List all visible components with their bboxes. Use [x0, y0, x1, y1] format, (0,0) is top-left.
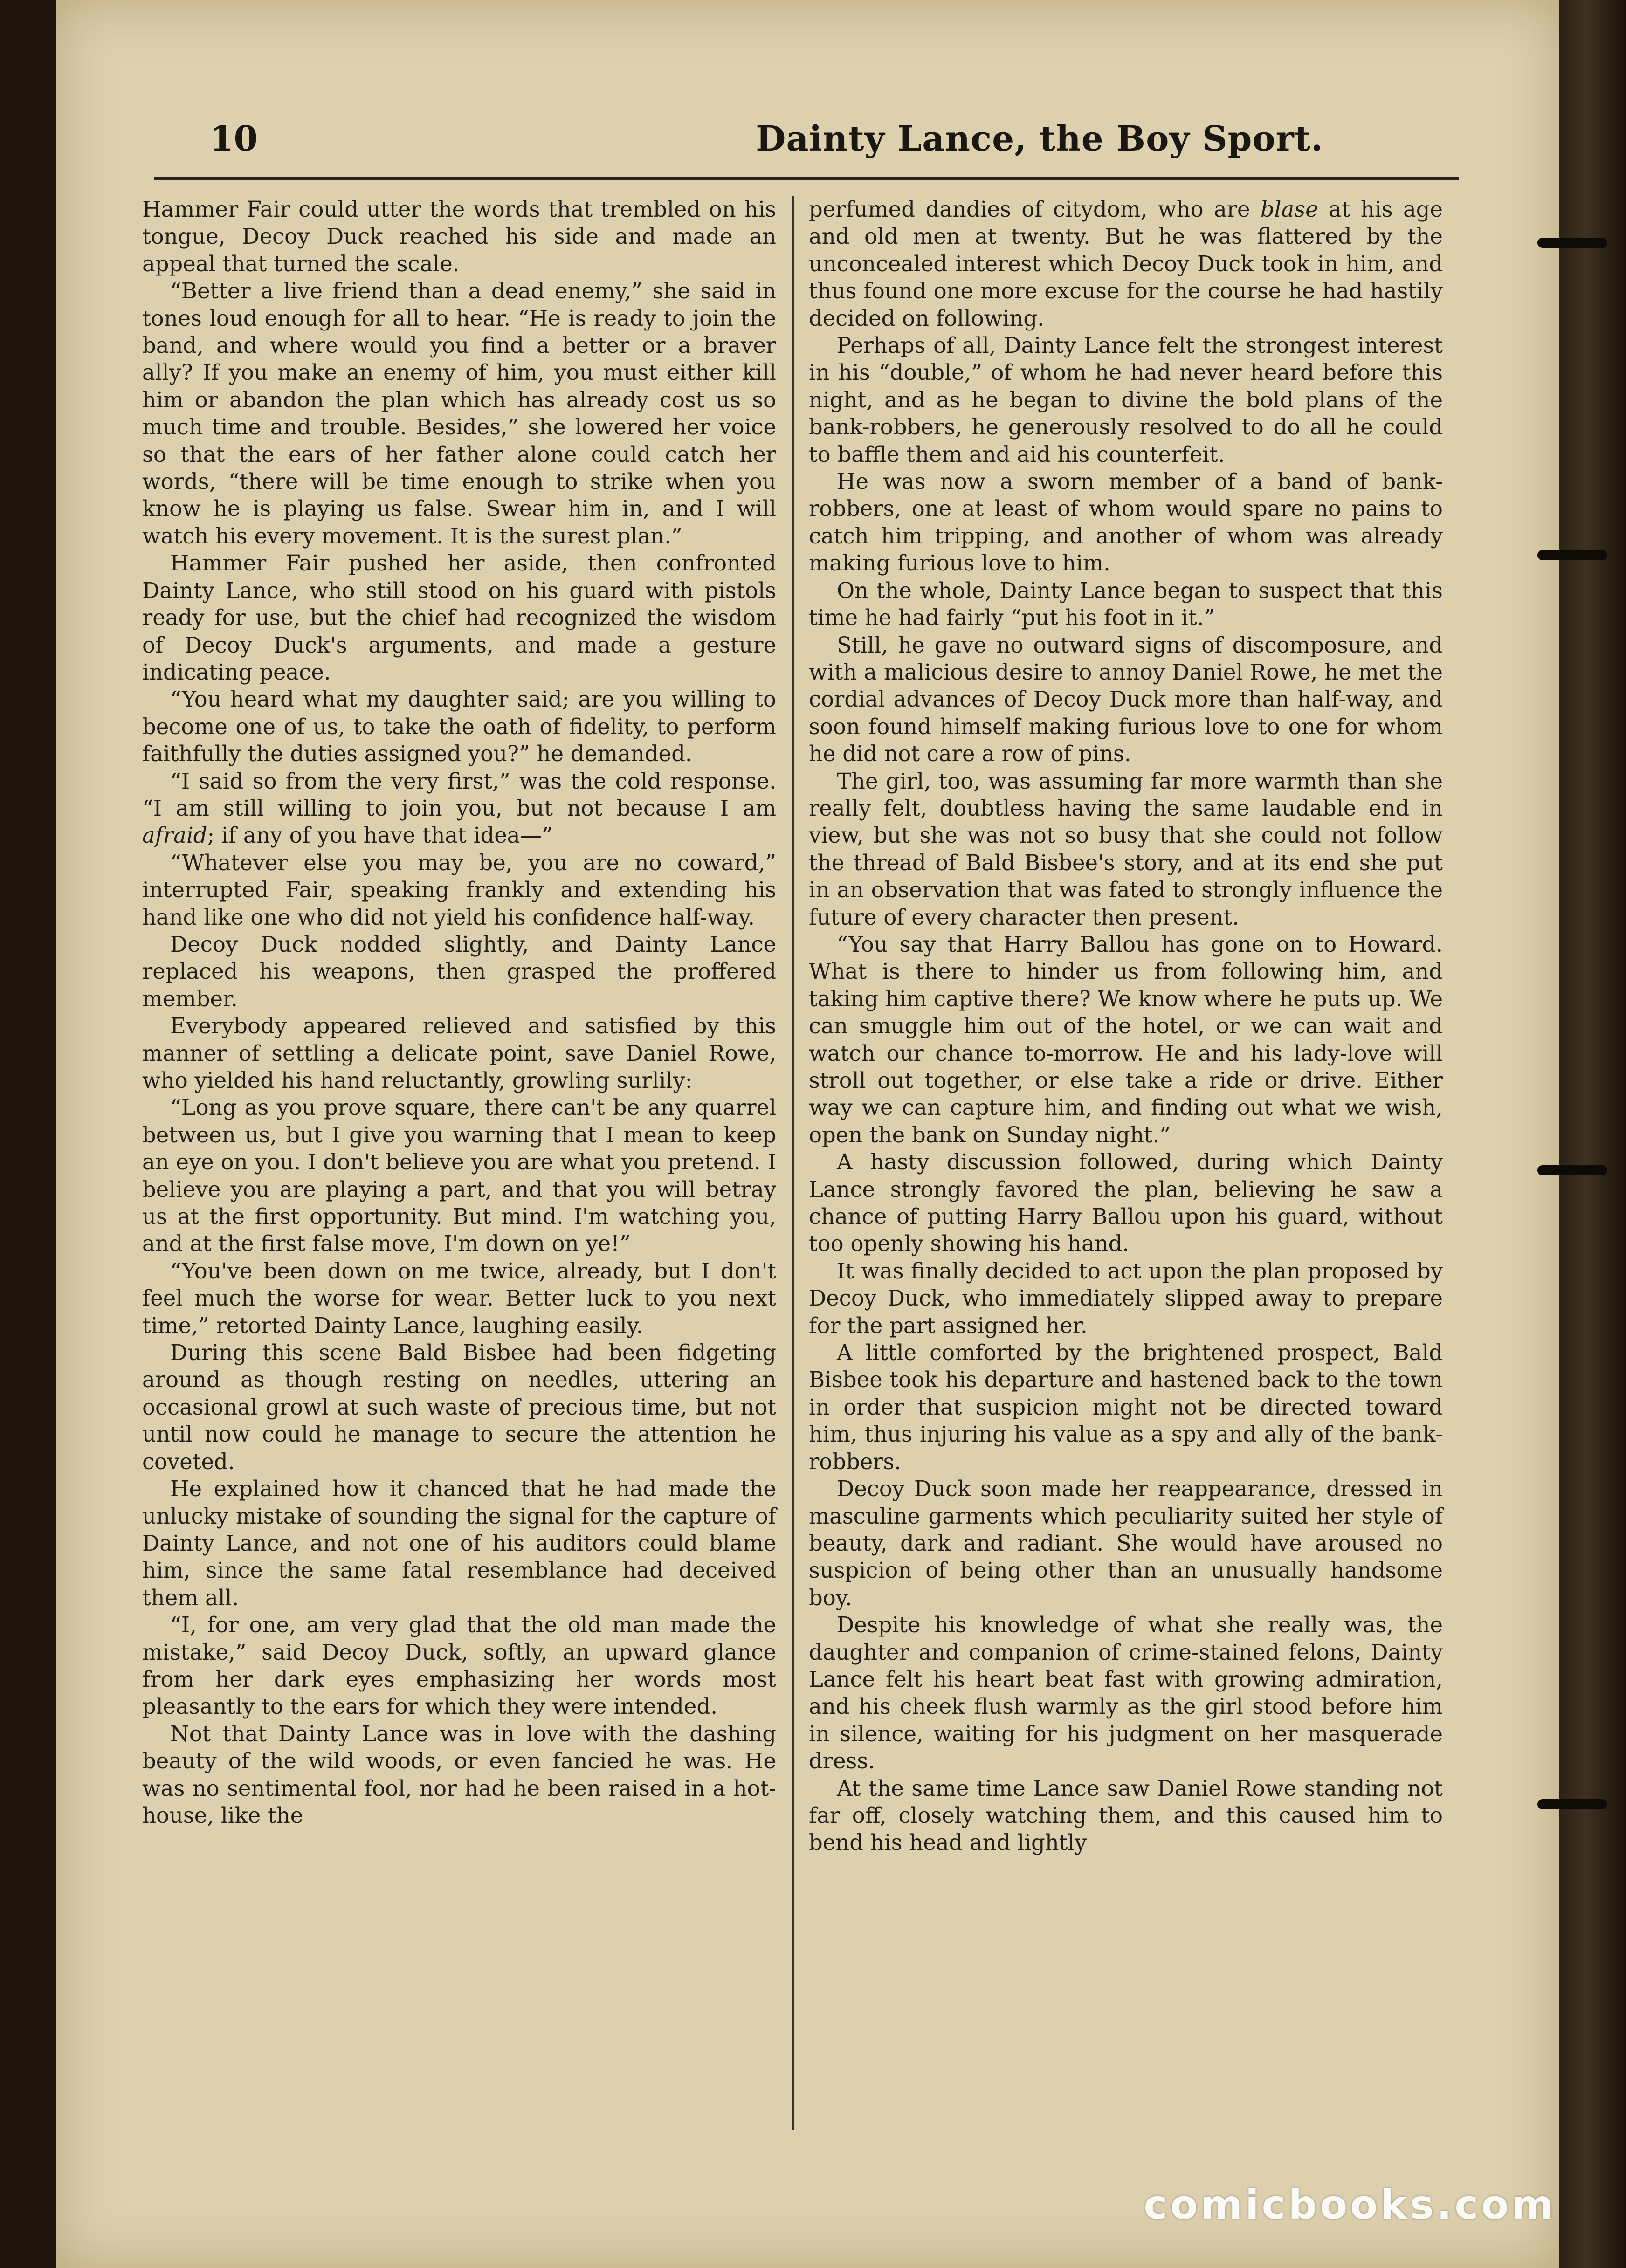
binding-stitch [1537, 1165, 1607, 1175]
left-column [142, 196, 776, 1829]
paragraph: “I, for one, am very glad that the old man made the mistake,” said Decoy Duck, softly, an upward glance from her dark eyes emphasizing her words most pleasantly to the ears for which they were intended. [142, 1612, 776, 1719]
running-title: Dainty Lance, the Boy Sport. [756, 119, 1323, 159]
paragraph: “You say that Harry Ballou has gone on to Howard. What is there to hinder us from following him, and taking him captive there? We know where he puts up. We can smuggle him out of the hotel, or we can wait and watch our chance to-morrow. He and his lady-love will stroll out together, or else take a ride or drive. Either way we can capture him, and finding out what we wish, open the bank on Sunday night.” [809, 931, 1443, 1148]
binding-edge [1559, 0, 1626, 2268]
paragraph: The girl, too, was assuming far more warmth than she really felt, doubtless having the same laudable end in view, but she was not so busy that she could not follow the thread of Bald Bisbee's story, and at its end she put in an observation that was fated to strongly influence the future of every character then present. [809, 768, 1443, 930]
paragraph: At the same time Lance saw Daniel Rowe standing not far off, closely watching them, and this caused him to bend his head and lightly [809, 1775, 1443, 1856]
paragraph: Perhaps of all, Dainty Lance felt the strongest interest in his “double,” of whom he had never heard before this night, and as he began to divine the bold plans of the bank-robbers, he generously resolved to do all he could to baffle them and aid his counterfeit. [809, 333, 1443, 467]
paragraph: Decoy Duck nodded slightly, and Dainty Lance replaced his weapons, then grasped the proffered member. [142, 931, 776, 1011]
paragraph: “I said so from the very first,” was the cold response. “I am still willing to join you, but not because I am afraid; if any of you have that idea—” [142, 768, 776, 848]
binding-stitch [1537, 550, 1607, 560]
paragraph: He was now a sworn member of a band of bank-robbers, one at least of whom would spare no pains to catch him tripping, and another of whom was already making furious love to him. [809, 469, 1443, 576]
header-rule [154, 177, 1459, 180]
paragraph: “Whatever else you may be, you are no coward,” interrupted Fair, speaking frankly and extending his hand like one who did not yield his confidence half-way. [142, 850, 776, 930]
paragraph: Not that Dainty Lance was in love with the dashing beauty of the wild woods, or even fancied he was. He was no sentimental fool, nor had he been raised in a hot-house, like the [142, 1721, 776, 1828]
paragraph: “Long as you prove square, there can't be any quarrel between us, but I give you warning that I mean to keep an eye on you. I don't believe you are what you pretend. I believe you are playing a part, and that you will betray us at the first opportunity. But mind. I'm watching you, and at the first false move, I'm down on ye!” [142, 1095, 776, 1257]
paragraph: Decoy Duck soon made her reappearance, dressed in masculine garments which peculiarity suited her style of beauty, dark and radiant. She would have aroused no suspicion of being other than an unusually handsome boy. [809, 1476, 1443, 1610]
italic-word: afraid [142, 823, 207, 848]
paragraph: Everybody appeared relieved and satisfied by this manner of settling a delicate point, save Daniel Rowe, who yielded his hand reluctantly, growling surlily: [142, 1013, 776, 1093]
paragraph: A little comforted by the brightened prospect, Bald Bisbee took his departure and hastened back to the town in order that suspicion might not be directed toward him, thus injuring his value as a spy and ally of the bank-robbers. [809, 1340, 1443, 1474]
italic-word: blase [1260, 197, 1318, 222]
paragraph: “You've been down on me twice, already, but I don't feel much the worse for wear. Better luck to you next time,” retorted Dainty Lance, laughing easily. [142, 1258, 776, 1338]
paragraph: On the whole, Dainty Lance began to suspect that this time he had fairly “put his foot in it.” [809, 577, 1443, 631]
paragraph: During this scene Bald Bisbee had been fidgeting around as though resting on needles, uttering an occasional growl at such waste of precious time, but not until now could he manage to secure the attention he coveted. [142, 1340, 776, 1474]
paragraph: “Better a live friend than a dead enemy,” she said in tones loud enough for all to hear. “He is ready to join the band, and where would you find a better or a braver ally? If you make an enemy of him, you must either kill him or abandon the plan which has already cost us so much time and trouble. Besides,” she lowered her voice so that the ears of her father alone could catch her words, “there will be time enough to strike when you know he is playing us false. Swear him in, and I will watch his every movement. It is the surest plan.” [142, 278, 776, 549]
paragraph: perfumed dandies of citydom, who are blase at his age and old men at twenty. But he was flattered by the unconcealed interest which Decoy Duck took in him, and thus found one more excuse for the course he had hastily decided on following. [809, 197, 1443, 331]
binding-stitch [1537, 1799, 1607, 1809]
paragraph: A hasty discussion followed, during which Dainty Lance strongly favored the plan, believing he saw a chance of putting Harry Ballou upon his guard, without too openly showing his hand. [809, 1149, 1443, 1257]
page-header [210, 119, 1515, 179]
paragraph: It was finally decided to act upon the plan proposed by Decoy Duck, who immediately slipped away to prepare for the part assigned her. [809, 1258, 1443, 1338]
paragraph: Still, he gave no outward signs of discomposure, and with a malicious desire to annoy Daniel Rowe, he met the cordial advances of Decoy Duck more than half-way, and soon found himself making furious love to one for whom he did not care a row of pins. [809, 632, 1443, 767]
paragraph: He explained how it chanced that he had made the unlucky mistake of sounding the signal for the capture of Dainty Lance, and not one of his auditors could blame him, since the same fatal resemblance had deceived them all. [142, 1476, 776, 1610]
binding-stitch [1537, 238, 1607, 248]
right-column [809, 196, 1443, 1856]
paragraph: “You heard what my daughter said; are you willing to become one of us, to take the oath of fidelity, to perform faithfully the duties assigned you?” he demanded. [142, 687, 776, 767]
paragraph: Hammer Fair pushed her aside, then confronted Dainty Lance, who still stood on his guard with pistols ready for use, but the chief had recognized the wisdom of Decoy Duck's arguments, and made a gesture indicating peace. [142, 550, 776, 685]
paragraph: Despite his knowledge of what she really was, the daughter and companion of crime-stained felons, Dainty Lance felt his heart beat fast with growing admiration, and his cheek flush warmly as the girl stood before him in silence, waiting for his judgment on her masquerade dress. [809, 1612, 1443, 1774]
column-divider [792, 196, 794, 2130]
watermark: comicbooks.com [1144, 2182, 1556, 2228]
paragraph: Hammer Fair could utter the words that trembled on his tongue, Decoy Duck reached his side and made an appeal that turned the scale. [142, 197, 776, 276]
page-number: 10 [210, 119, 258, 159]
